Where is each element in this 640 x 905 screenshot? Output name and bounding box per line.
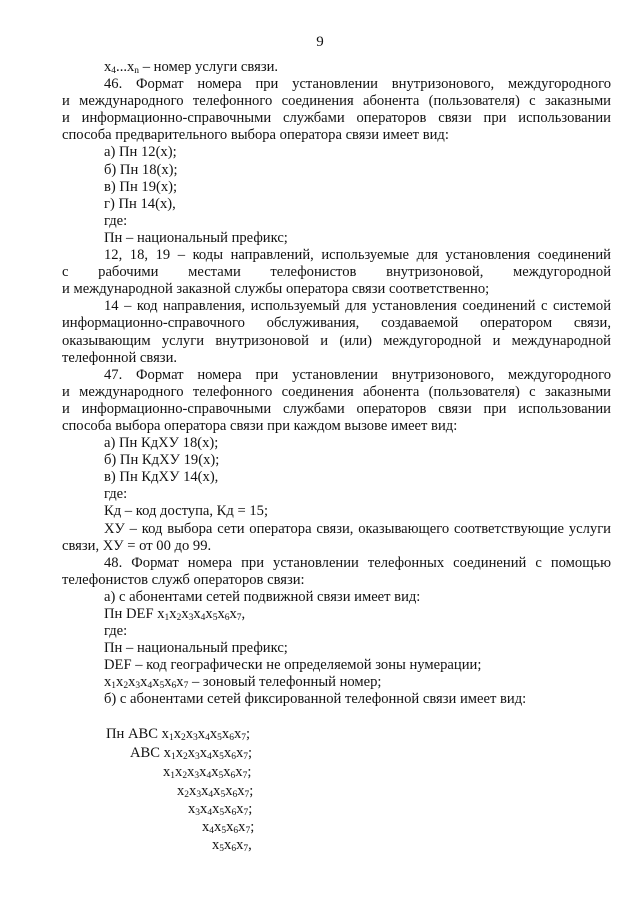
text-line: с рабочими местами телефонистов внутризоновой, междугородной [62, 264, 611, 281]
text-line: телефонистов служб операторов связи: [62, 571, 305, 588]
text-line: $x_1x_2x_3x_4x_5x_6x_7$ – зоновый телефонный номер; [104, 674, 382, 692]
text-line: DEF – код географически не определяемой зоны нумерации; [104, 657, 482, 674]
text-line: 14 – код направления, используемый для установления соединений с системой [104, 298, 611, 315]
text-line: б) Пн КдХУ 19(x); [104, 452, 220, 469]
number-format: АВС $x_1x_2x_3x_4x_5x_6x_7$; [130, 745, 253, 762]
text-line: связи, ХУ = от 00 до 99. [62, 537, 212, 554]
text-line: в) Пн КдХУ 14(x), [104, 469, 219, 486]
text-line: в) Пн 19(x); [104, 178, 178, 195]
text-line: б) Пн 18(x); [104, 161, 178, 178]
text-line: Пн – национальный префикс; [104, 640, 288, 657]
text-line: ХУ – код выбора сети оператора связи, оказывающего соответствующие услуги [104, 520, 611, 537]
text-line: а) Пн 12(x); [104, 144, 177, 161]
text-line: где: [104, 623, 128, 640]
number-format: $x_4x_5x_6x_7$; [202, 819, 255, 836]
text-line: б) с абонентами сетей фиксированной телефонной связи имеет вид: [104, 691, 527, 708]
number-format: Пн АВС $x_1x_2x_3x_4x_5x_6x_7$; [106, 726, 251, 743]
text-line: и международного телефонного соединения абонента (пользователя) с заказными [62, 93, 611, 110]
text-line: информационно-справочного обслуживания, создаваемой оператором связи, [62, 315, 611, 332]
text-line: Кд – код доступа, Кд = 15; [104, 503, 269, 520]
text-line: телефонной связи. [62, 349, 178, 366]
text-line: г) Пн 14(x), [104, 195, 176, 212]
text-line: способа выбора оператора связи при каждом вызове имеет вид: [62, 417, 458, 434]
text-line: 12, 18, 19 – коды направлений, используемые для установления соединений [104, 247, 611, 264]
text-line: и международной заказной службы оператора связи соответственно; [62, 281, 490, 298]
text-line: а) с абонентами сетей подвижной связи имеет вид: [104, 588, 421, 605]
text-line: а) Пн КдХУ 18(x); [104, 435, 219, 452]
text-line: и международного телефонного соединения абонента (пользователя) с заказными [62, 383, 611, 400]
text-line: где: [104, 486, 128, 503]
text-line: где: [104, 212, 128, 229]
number-format: $x_5x_6x_7$, [212, 837, 252, 854]
text-line: 48. Формат номера при установлении телефонных соединений с помощью [104, 554, 611, 571]
text-line: 46. Формат номера при установлении внутризонового, междугородного [104, 76, 611, 93]
number-format: $x_1x_2x_3x_4x_5x_6x_7$; [163, 764, 252, 781]
document-body [62, 59, 611, 709]
text-line: и информационно-справочными службами операторов связи при использовании [62, 110, 611, 127]
text-line: способа предварительного выбора оператора связи имеет вид: [62, 127, 449, 144]
text-line: и информационно-справочными службами операторов связи при использовании [62, 400, 611, 417]
number-format: $x_2x_3x_4x_5x_6x_7$; [177, 783, 254, 800]
number-format: $x_3x_4x_5x_6x_7$; [188, 801, 253, 818]
text-line: 47. Формат номера при установлении внутризонового, междугородного [104, 366, 611, 383]
page-number: 9 [316, 34, 324, 50]
text-line: оказывающим услуги внутризоновой и (или) междугородной и международной [62, 332, 611, 349]
text-line: Пн DEF $x_1x_2x_3x_4x_5x_6x_7$, [104, 606, 246, 623]
text-line: $x_4...x_n$ – номер услуги связи. [104, 59, 279, 76]
text-line: Пн – национальный префикс; [104, 229, 288, 246]
